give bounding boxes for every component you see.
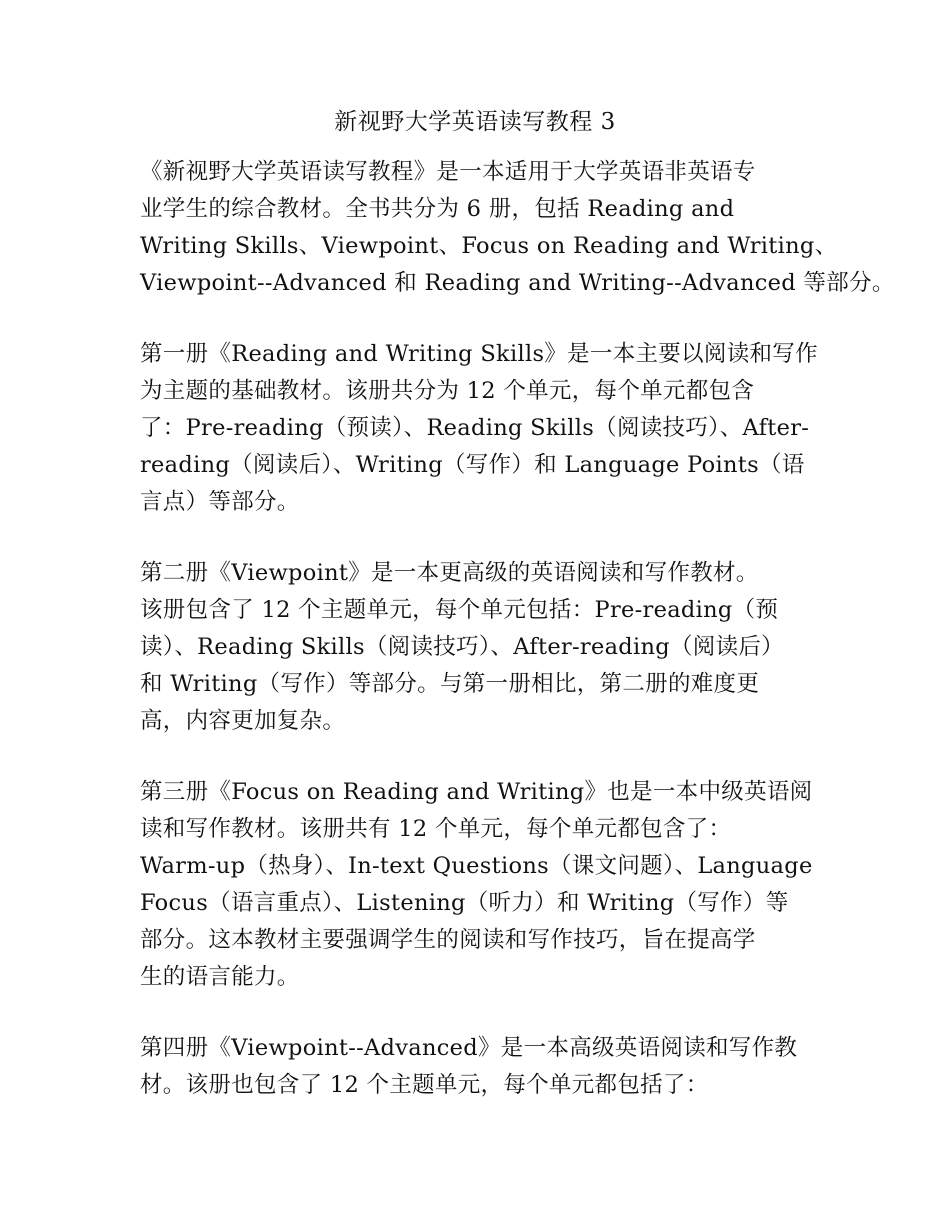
- document-title: 新视野大学英语读写教程 3: [334, 109, 616, 135]
- text-line: Writing Skills、Viewpoint、Focus on Reading and Writing、: [140, 233, 838, 259]
- text-line: 言点）等部分。: [140, 489, 300, 515]
- text-line: Viewpoint--Advanced 和 Reading and Writing--Advanced 等部分。: [140, 270, 895, 296]
- text-line: Focus（语言重点）、Listening（听力）和 Writing（写作）等: [140, 890, 789, 916]
- paragraph-book-1: [140, 336, 830, 521]
- text-line: 读和写作教材。该册共有 12 个单元，每个单元都包含了：: [140, 816, 732, 842]
- text-line: 高，内容更加复杂。: [140, 708, 346, 734]
- text-line: 第四册《Viewpoint--Advanced》是一本高级英语阅读和写作教: [140, 1035, 798, 1061]
- document-body: [140, 154, 895, 1138]
- text-line: 第三册《Focus on Reading and Writing》也是一本中级英语阅: [140, 779, 813, 805]
- text-line: 了：Pre-reading（预读）、Reading Skills（阅读技巧）、After-: [140, 415, 810, 441]
- text-line: 业学生的综合教材。全书共分为 6 册，包括 Reading and: [140, 196, 735, 222]
- text-line: 读）、Reading Skills（阅读技巧）、After-reading（阅读后）: [140, 634, 784, 660]
- text-line: 和 Writing（写作）等部分。与第一册相比，第二册的难度更: [140, 671, 760, 697]
- paragraph-book-4: [140, 1030, 830, 1104]
- text-line: reading（阅读后）、Writing（写作）和 Language Points（语: [140, 452, 805, 478]
- text-line: 第二册《Viewpoint》是一本更高级的英语阅读和写作教材。: [140, 560, 759, 586]
- text-line: 生的语言能力。: [140, 964, 300, 990]
- text-line: 材。该册也包含了 12 个主题单元，每个单元都包括了：: [140, 1072, 709, 1098]
- text-line: 第一册《Reading and Writing Skills》是一本主要以阅读和写作: [140, 341, 818, 367]
- paragraph-book-3: [140, 774, 830, 996]
- text-line: 《新视野大学英语读写教程》是一本适用于大学英语非英语专: [140, 159, 756, 185]
- text-line: 为主题的基础教材。该册共分为 12 个单元，每个单元都包含: [140, 378, 755, 404]
- text-line: 该册包含了 12 个主题单元，每个单元包括：Pre-reading（预: [140, 597, 779, 623]
- paragraph-intro: [140, 154, 895, 302]
- text-line: Warm-up（热身）、In-text Questions（课文问题）、Language: [140, 853, 813, 879]
- text-line: 部分。这本教材主要强调学生的阅读和写作技巧，旨在提高学: [140, 927, 756, 953]
- paragraph-book-2: [140, 555, 830, 740]
